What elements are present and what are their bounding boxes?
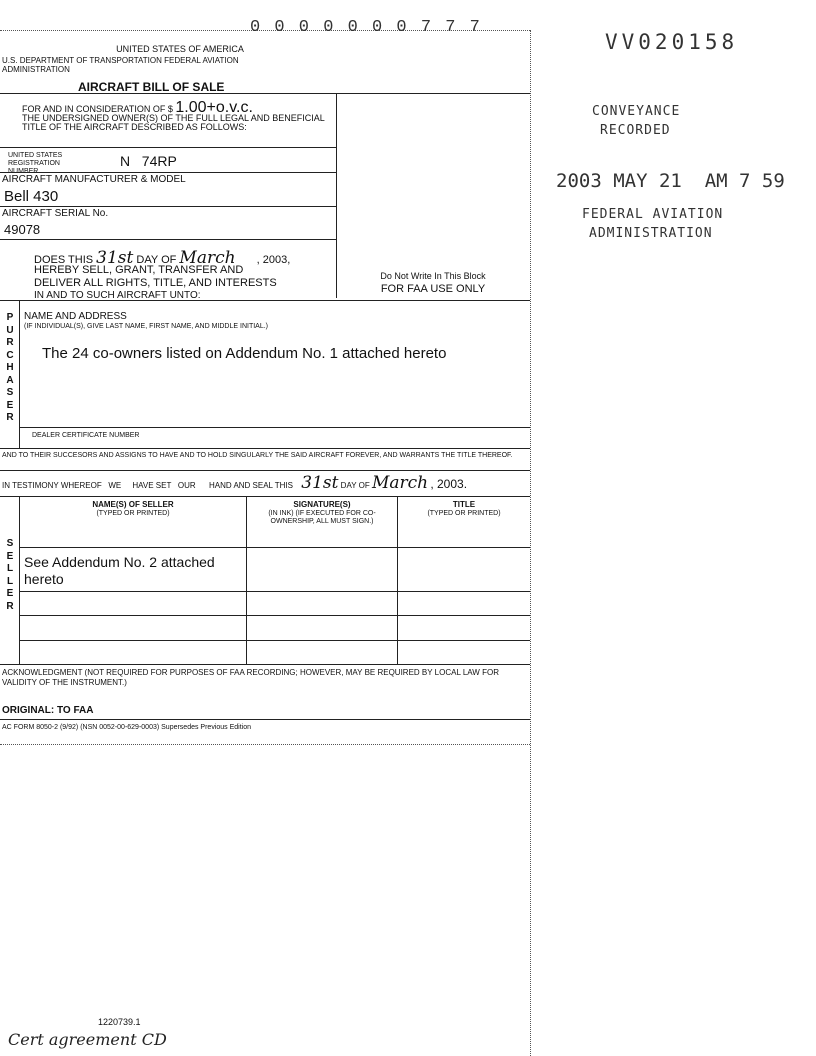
purchaser-side-letter: A: [6, 374, 14, 386]
faa-block-line2: FOR FAA USE ONLY: [380, 283, 486, 295]
document-number: 0 0 0 0 0 0 0 7 7 7: [250, 18, 482, 37]
transfer-does-this: DOES THIS: [34, 254, 94, 266]
form-id: AC FORM 8050-2 (9/92) (NSN 0052-00-629-0003) Supersedes Previous Edition: [2, 724, 252, 731]
footer-number: 1220739.1: [98, 1017, 141, 1027]
seller-col3-label: TITLE: [452, 500, 476, 509]
consideration-amount: 1.00+o.v.c.: [175, 99, 253, 116]
registration-label: UNITED STATES REGISTRATION NUMBER: [8, 152, 63, 175]
seller-side-letter: E: [6, 588, 14, 599]
transfer-day: 31st: [96, 248, 134, 268]
consideration-text: THE UNDERSIGNED OWNER(S) OF THE FULL LEGAL AND BENEFICIAL TITLE OF THE AIRCRAFT DESCRIBED AS FOLLOWS:: [22, 113, 325, 132]
purchaser-side-letter: C: [6, 349, 14, 361]
transfer-line3: DELIVER ALL RIGHTS, TITLE, AND INTERESTS: [34, 277, 277, 289]
original-label: ORIGINAL: TO FAA: [2, 705, 94, 716]
seller-side-label: [4, 538, 16, 613]
purchaser-value: The 24 co-owners listed on Addendum No. 1 attached hereto: [42, 345, 447, 362]
testimony-text: IN TESTIMONY WHEREOF WE HAVE SET OUR HAND AND SEAL THIS: [2, 481, 294, 490]
consideration-block: [22, 99, 332, 132]
stamp-faa-line1: FEDERAL AVIATION: [582, 207, 724, 222]
seller-col1-label: NAME(S) OF SELLER: [92, 500, 174, 509]
warranty-text: AND TO THEIR SUCCESORS AND ASSIGNS TO HAVE AND TO HOLD SINGULARLY THE SAID AIRCRAFT FOREVER, AND WARRANTS THE TITLE THEREOF.: [2, 452, 513, 459]
seller-col2-note: (IN INK) (IF EXECUTED FOR CO-OWNERSHIP, ALL MUST SIGN.): [268, 510, 376, 525]
footer-handwriting: Cert agreement CD: [8, 1030, 167, 1049]
seller-side-letter: R: [6, 600, 14, 612]
consideration-prefix: FOR AND IN CONSIDERATION OF $: [22, 104, 173, 114]
stamp-datetime: 2003 MAY 21 AM 7 59: [556, 170, 785, 192]
dealer-label: DEALER CERTIFICATE NUMBER: [32, 432, 140, 439]
header-country: UNITED STATES OF AMERICA: [116, 44, 244, 54]
purchaser-side-letter: H: [6, 362, 14, 373]
form-bottom-border: [0, 744, 530, 745]
serial-label: AIRCRAFT SERIAL No.: [2, 208, 109, 219]
transfer-line4: IN AND TO SUCH AIRCRAFT UNTO:: [34, 290, 201, 301]
acknowledgment-text: ACKNOWLEDGMENT (NOT REQUIRED FOR PURPOSES OF FAA RECORDING; HOWEVER, MAY BE REQUIRED BY LOCAL LAW FOR VALIDITY OF THE INSTRUMENT.): [2, 668, 499, 687]
testimony-year: , 2003.: [430, 477, 468, 491]
stamp-faa-line2: ADMINISTRATION: [589, 226, 713, 241]
seller-col3-note: (TYPED OR PRINTED): [427, 510, 501, 517]
purchaser-name-note: (IF INDIVIDUAL(S), GIVE LAST NAME, FIRST NAME, AND MIDDLE INITIAL.): [24, 323, 269, 330]
transfer-day-of: DAY OF: [136, 254, 177, 266]
purchaser-side-label: [4, 312, 16, 425]
purchaser-side-letter: R: [6, 337, 14, 348]
transfer-year: , 2003,: [256, 254, 291, 266]
seller-side-letter: L: [6, 575, 14, 587]
testimony-day-of: DAY OF: [340, 481, 370, 490]
form-right-border: [530, 30, 531, 1056]
testimony-month: March: [371, 473, 429, 493]
purchaser-side-letter: E: [6, 399, 14, 411]
purchaser-name-label: NAME AND ADDRESS: [24, 311, 127, 322]
stamp-conveyance: CONVEYANCE: [592, 104, 681, 119]
seller-row1-value: See Addendum No. 2 attached hereto: [24, 554, 215, 587]
seller-col1-note: (TYPED OR PRINTED): [96, 510, 170, 517]
purchaser-side-letter: P: [6, 312, 14, 323]
manufacturer-label: AIRCRAFT MANUFACTURER & MODEL: [2, 174, 186, 185]
seller-side-letter: S: [6, 538, 14, 549]
seller-col2-label: SIGNATURE(S): [293, 500, 351, 509]
transfer-month: March: [179, 248, 236, 268]
serial-value: 49078: [4, 222, 41, 237]
transfer-line2: HEREBY SELL, GRANT, TRANSFER AND: [34, 264, 244, 276]
testimony-day: 31st: [301, 473, 339, 493]
registration-value: N 74RP: [120, 153, 177, 169]
seller-side-letter: E: [6, 550, 14, 562]
manufacturer-value: Bell 430: [4, 188, 59, 205]
form-title: AIRCRAFT BILL OF SALE: [78, 80, 225, 94]
stamp-code: VV020158: [605, 30, 739, 54]
stamp-recorded: RECORDED: [600, 123, 671, 138]
faa-block-line1: Do Not Write In This Block: [380, 271, 486, 281]
testimony-line: [2, 473, 467, 493]
purchaser-side-letter: S: [6, 387, 14, 398]
purchaser-side-letter: R: [6, 412, 14, 423]
seller-side-letter: L: [6, 563, 14, 574]
header-agency: U.S. DEPARTMENT OF TRANSPORTATION FEDERAL AVIATION ADMINISTRATION: [2, 56, 239, 74]
purchaser-side-letter: U: [6, 324, 14, 336]
